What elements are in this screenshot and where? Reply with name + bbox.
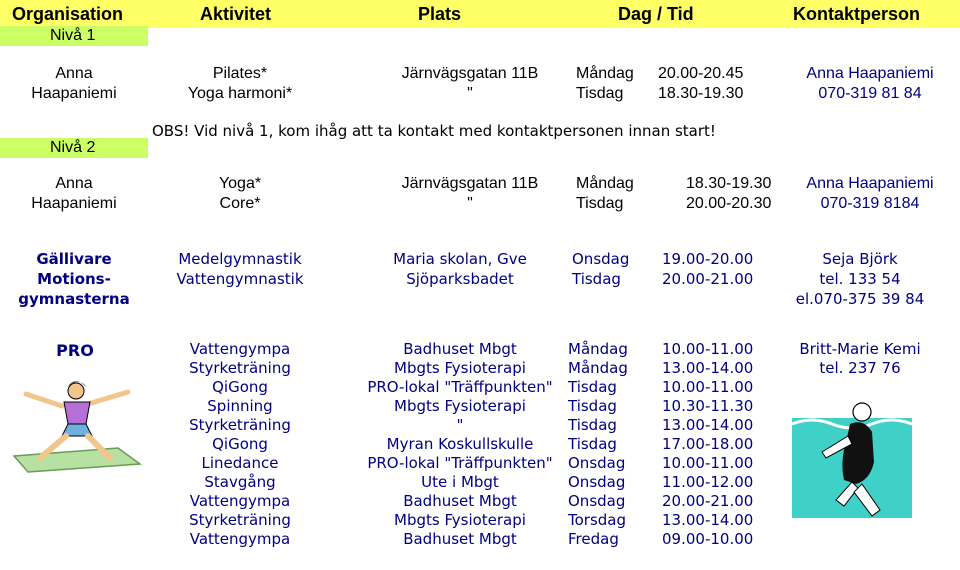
pro-day: Tisdag xyxy=(568,416,617,434)
pro-activity: Vattengympa xyxy=(189,530,291,548)
level1-activity-1: Pilates* xyxy=(212,65,268,82)
level2-day-2: Tisdag xyxy=(576,195,624,212)
level1-day-2: Tisdag xyxy=(576,85,624,102)
level1-activity xyxy=(150,64,330,104)
gallivare-time-1: 19.00-20.00 xyxy=(662,250,754,268)
pro-activity: Vattengympa xyxy=(189,340,291,358)
pro-day: Tisdag xyxy=(568,378,617,396)
pro-activity: Stavgång xyxy=(204,473,276,491)
level2-contact-name: Anna Haapaniemi xyxy=(806,175,934,192)
pro-activity: Linedance xyxy=(201,454,279,472)
level2-time xyxy=(686,174,771,214)
gallivare-day xyxy=(572,249,629,289)
pro-day: Måndag xyxy=(568,359,628,377)
gallivare-activity-2: Vattengymnastik xyxy=(176,270,304,288)
pro-activity: Styrketräning xyxy=(189,511,291,529)
level2-label: Nivå 2 xyxy=(50,139,96,156)
gallivare-org-line1: Gällivare xyxy=(36,250,112,268)
level2-day-1: Måndag xyxy=(576,175,634,192)
level1-day xyxy=(576,64,634,104)
pro-day: Torsdag xyxy=(568,511,627,529)
gallivare-activity xyxy=(150,249,330,289)
pro-contact-phone: tel. 237 76 xyxy=(819,359,901,377)
yoga-figure-illustration xyxy=(6,378,146,474)
pro-place: Badhuset Mbgt xyxy=(403,492,517,510)
level1-place xyxy=(350,64,590,104)
gallivare-contact-name: Seja Björk xyxy=(822,250,898,268)
pro-time: 20.00-21.00 xyxy=(662,492,754,510)
pro-activity: QiGong xyxy=(212,378,268,396)
pro-day: Fredag xyxy=(568,530,619,548)
level1-org-line1: Anna xyxy=(55,65,93,82)
header-dag-tid: Dag / Tid xyxy=(618,4,694,24)
level1-org-line2: Haapaniemi xyxy=(31,85,117,102)
level1-activity-2: Yoga harmoni* xyxy=(187,85,293,102)
gallivare-place-1: Maria skolan, Gve xyxy=(393,250,527,268)
gallivare-org-line3: gymnasterna xyxy=(18,290,130,308)
pro-day: Onsdag xyxy=(568,473,626,491)
pro-org: PRO xyxy=(56,341,94,360)
pro-place: Mbgts Fysioterapi xyxy=(394,397,526,415)
pro-time: 09.00-10.00 xyxy=(662,530,754,548)
level1-org xyxy=(0,64,148,104)
pro-time: 13.00-14.00 xyxy=(662,359,754,377)
level2-org xyxy=(0,174,148,214)
level2-contact-phone: 070-319 8184 xyxy=(820,195,920,212)
pro-time: 10.30-11.30 xyxy=(662,397,754,415)
pro-place: Badhuset Mbgt xyxy=(403,340,517,358)
pro-day: Tisdag xyxy=(568,397,617,415)
level1-day-1: Måndag xyxy=(576,65,634,82)
level2-place-1: Järnvägsgatan 11B xyxy=(401,175,539,192)
swimmer-illustration xyxy=(792,402,912,542)
gallivare-place xyxy=(340,249,580,289)
header-aktivitet: Aktivitet xyxy=(200,4,272,24)
level2-time-2: 20.00-20.30 xyxy=(686,195,772,212)
pro-activity: Vattengympa xyxy=(189,492,291,510)
pro-time: 10.00-11.00 xyxy=(662,378,754,396)
level2-org-line2: Haapaniemi xyxy=(31,195,117,212)
level2-label-bar xyxy=(0,138,148,158)
gallivare-day-2: Tisdag xyxy=(572,270,621,288)
pro-day: Onsdag xyxy=(568,492,626,510)
pro-place: Myran Koskullskulle xyxy=(386,435,534,453)
gallivare-org-line2: Motions- xyxy=(37,270,111,288)
pro-day: Onsdag xyxy=(568,454,626,472)
level2-place-2: " xyxy=(467,195,473,212)
gallivare-contact xyxy=(760,249,960,309)
table-header xyxy=(0,0,960,28)
level1-notice: OBS! Vid nivå 1, kom ihåg att ta kontakt med kontaktpersonen innan start! xyxy=(152,122,716,140)
level1-time xyxy=(658,64,743,104)
level1-contact-name: Anna Haapaniemi xyxy=(806,65,934,82)
gallivare-contact-phone: tel. 133 54 xyxy=(819,270,901,288)
pro-time: 10.00-11.00 xyxy=(662,340,754,358)
gallivare-day-1: Onsdag xyxy=(572,250,630,268)
pro-contact-name: Britt-Marie Kemi xyxy=(799,340,921,358)
level1-contact xyxy=(775,64,960,104)
pro-day: Tisdag xyxy=(568,435,617,453)
pro-place: " xyxy=(456,416,464,434)
level1-time-1: 20.00-20.45 xyxy=(658,65,744,82)
header-organisation: Organisation xyxy=(12,4,124,24)
pro-day: Måndag xyxy=(568,340,628,358)
pro-place: PRO-lokal "Träffpunkten" xyxy=(367,454,553,472)
pro-place: PRO-lokal "Träffpunkten" xyxy=(367,378,553,396)
pro-place: Mbgts Fysioterapi xyxy=(394,511,526,529)
level2-activity xyxy=(150,174,330,214)
pro-place: Ute i Mbgt xyxy=(421,473,499,491)
pro-time: 11.00-12.00 xyxy=(662,473,754,491)
pro-activity: QiGong xyxy=(212,435,268,453)
pro-time: 13.00-14.00 xyxy=(662,416,754,434)
level1-time-2: 18.30-19.30 xyxy=(658,85,744,102)
gallivare-org xyxy=(0,249,148,309)
pro-activity: Spinning xyxy=(207,397,273,415)
pro-contact xyxy=(760,340,960,378)
header-plats: Plats xyxy=(418,4,462,24)
level1-label-bar xyxy=(0,26,148,46)
level2-activity-1: Yoga* xyxy=(218,175,262,192)
gallivare-contact-mobile: el.070-375 39 84 xyxy=(795,290,925,308)
level1-label: Nivå 1 xyxy=(50,27,96,44)
pro-time: 10.00-11.00 xyxy=(662,454,754,472)
level1-place-2: " xyxy=(467,85,473,102)
header-kontaktperson: Kontaktperson xyxy=(793,4,921,24)
gallivare-activity-1: Medelgymnastik xyxy=(178,250,302,268)
gallivare-place-2: Sjöparksbadet xyxy=(406,270,514,288)
pro-time: 17.00-18.00 xyxy=(662,435,754,453)
gallivare-time xyxy=(662,249,753,289)
level2-day xyxy=(576,174,634,214)
level1-place-1: Järnvägsgatan 11B xyxy=(401,65,539,82)
level2-time-1: 18.30-19.30 xyxy=(686,175,772,192)
pro-place: Badhuset Mbgt xyxy=(403,530,517,548)
pro-time: 13.00-14.00 xyxy=(662,511,754,529)
pro-activity: Styrketräning xyxy=(189,359,291,377)
level2-org-line1: Anna xyxy=(55,175,93,192)
pro-activity: Styrketräning xyxy=(189,416,291,434)
level2-activity-2: Core* xyxy=(219,195,261,212)
level1-contact-phone: 070-319 81 84 xyxy=(818,85,922,102)
gallivare-time-2: 20.00-21.00 xyxy=(662,270,754,288)
level2-place xyxy=(350,174,590,214)
level2-contact xyxy=(775,174,960,214)
pro-place: Mbgts Fysioterapi xyxy=(394,359,526,377)
